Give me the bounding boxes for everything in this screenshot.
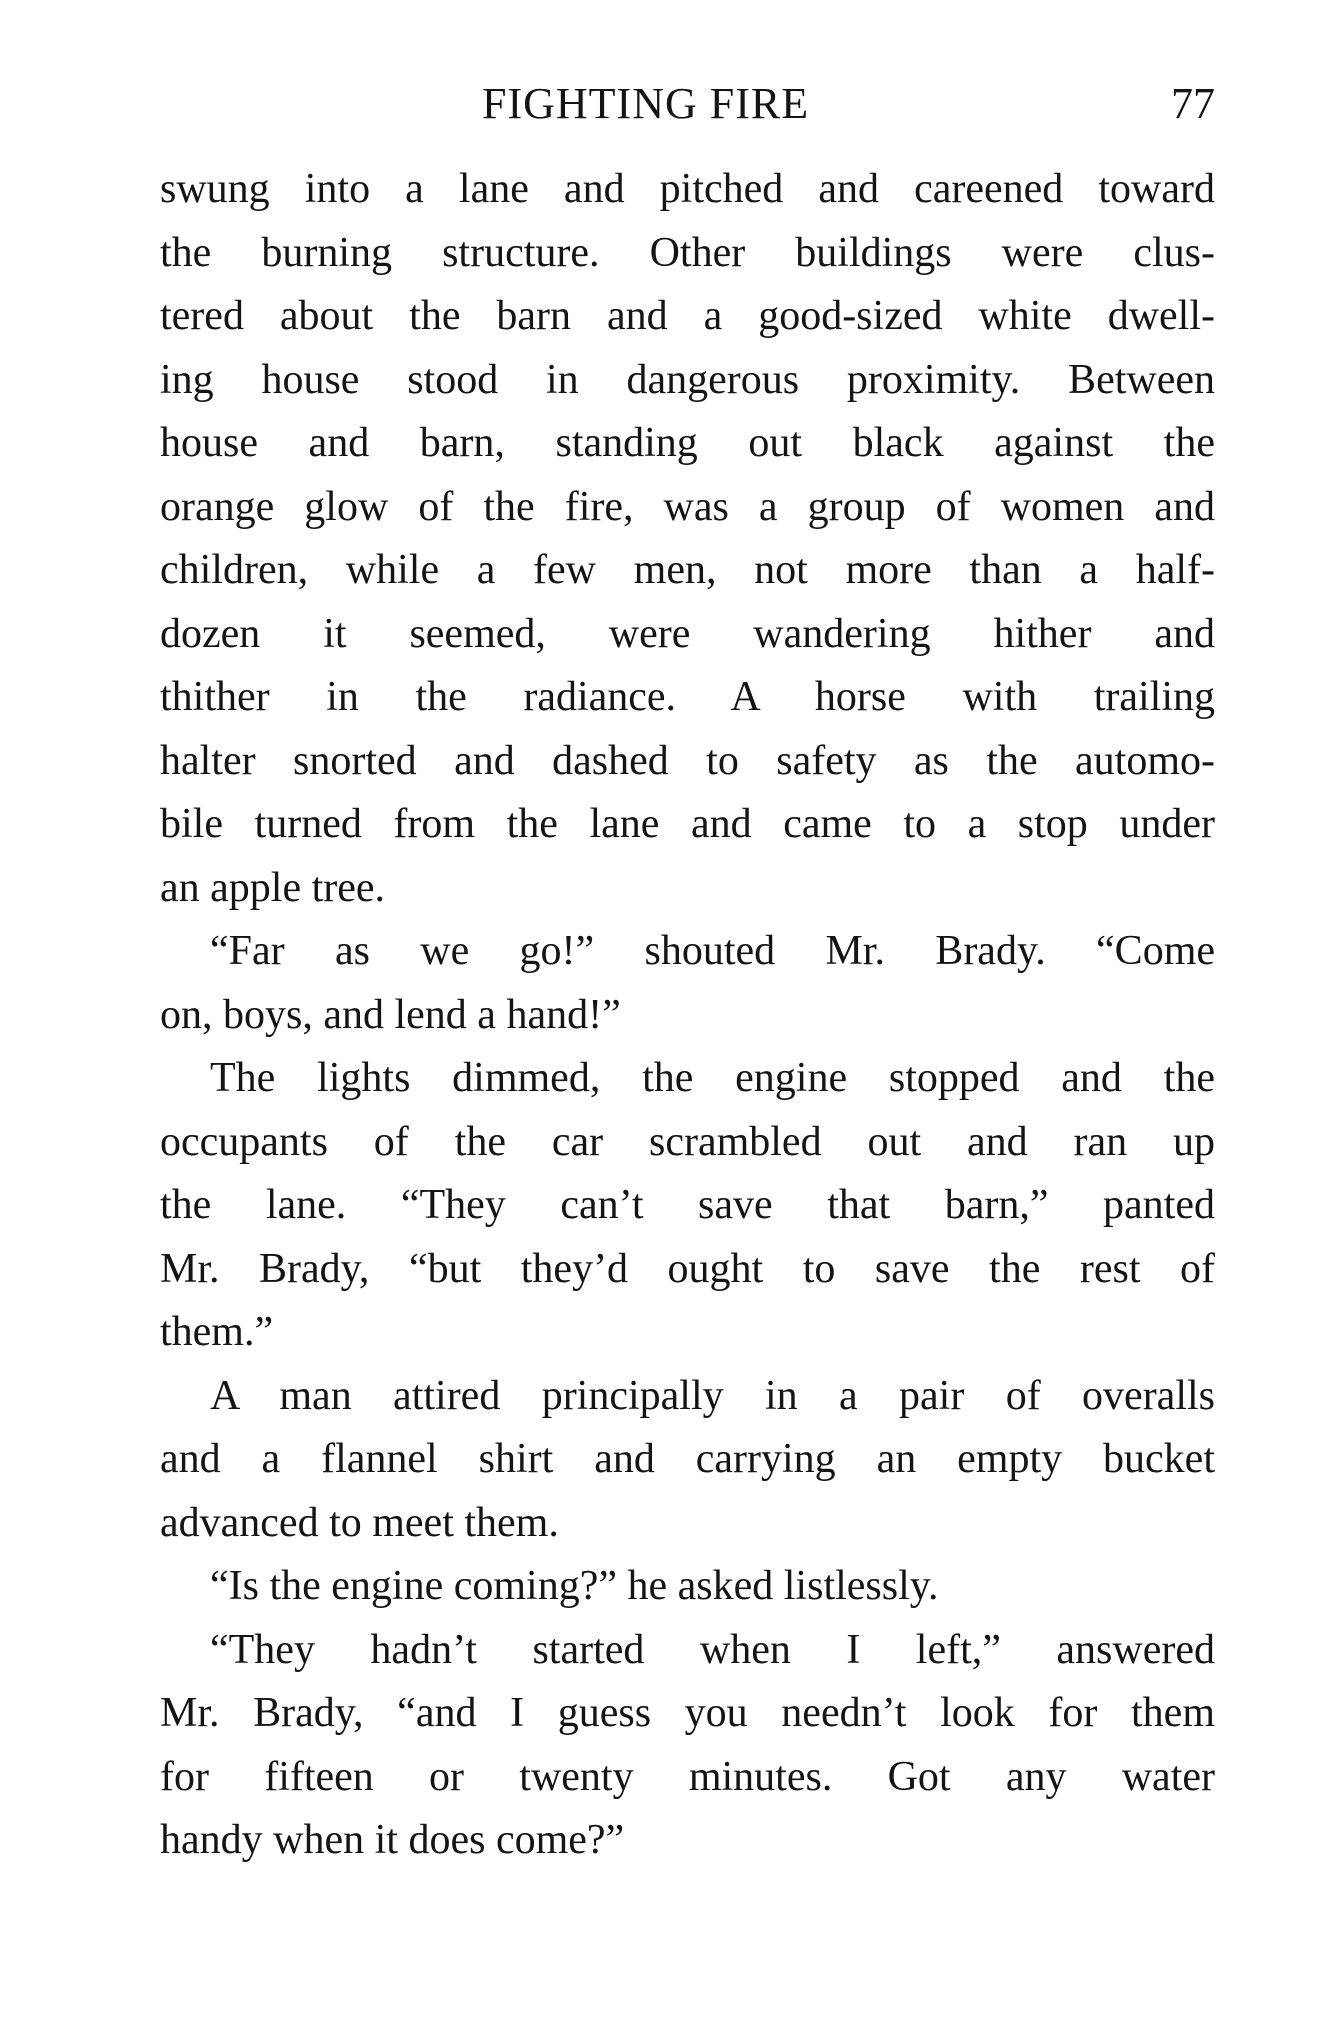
text-line: and a flannel shirt and carrying an empty bucket [160,1436,1215,1482]
text-line: advanced to meet them. [160,1499,559,1546]
text-line: The lights dimmed, the engine stopped and the [210,1055,1215,1101]
text-line: dozen it seemed, were wandering hither and [160,610,1215,657]
text-line: bile turned from the lane and came to a stop under [160,801,1215,847]
text-line: them.” [160,1309,274,1355]
text-line: on, boys, and lend a hand!” [160,991,621,1038]
text-line: occupants of the car scrambled out and ran up [160,1118,1215,1165]
body-text [160,158,1215,1873]
chapter-title: FIGHTING FIRE [482,79,810,128]
text-line: children, while a few men, not more than a half- [160,547,1215,593]
text-line: “Is the engine coming?” he asked listlessly. [210,1563,939,1609]
text-line: the lane. “They can’t save that barn,” panted [160,1182,1215,1228]
page-number: 77 [1171,79,1215,128]
text-line: tered about the barn and a good-sized white dwell- [160,293,1215,339]
text-line: the burning structure. Other buildings were clus- [160,229,1215,276]
text-line: swung into a lane and pitched and careened toward [160,166,1215,212]
text-line: halter snorted and dashed to safety as the automo- [160,737,1215,784]
text-line: ing house stood in dangerous proximity. Between [160,356,1215,403]
text-line: “They hadn’t started when I left,” answered [210,1626,1215,1673]
text-line: A man attired principally in a pair of overalls [210,1372,1215,1419]
text-line: for fifteen or twenty minutes. Got any water [160,1753,1215,1800]
running-head [160,74,1215,134]
text-line: house and barn, standing out black against the [160,420,1215,466]
text-line: thither in the radiance. A horse with trailing [160,674,1215,720]
text-line: “Far as we go!” shouted Mr. Brady. “Come [210,928,1215,974]
text-line: Mr. Brady, “and I guess you needn’t look for them [160,1690,1215,1736]
text-line: an apple tree. [160,864,386,911]
text-line: orange glow of the fire, was a group of women and [160,483,1215,530]
text-line: Mr. Brady, “but they’d ought to save the rest of [160,1245,1215,1292]
text-line: handy when it does come?” [160,1817,625,1863]
